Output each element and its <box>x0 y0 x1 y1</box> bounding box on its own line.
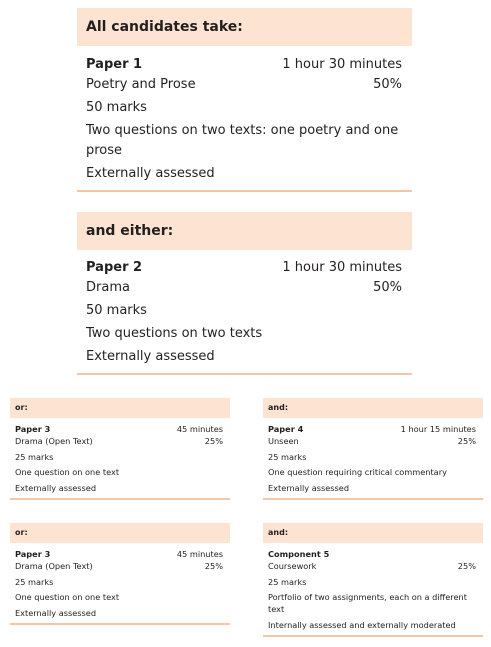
paper-assessment: Externally assessed <box>268 482 350 493</box>
paper-duration: 45 minutes <box>176 549 223 559</box>
paper-title: Component 5 <box>268 549 330 559</box>
paper-title: Paper 3 <box>15 549 51 559</box>
paper-marks: 50 marks <box>86 100 147 115</box>
option-paper4 <box>263 398 483 500</box>
option-header: and: <box>263 398 483 418</box>
paper-title: Paper 2 <box>86 260 143 275</box>
section-header: All candidates take: <box>77 8 412 46</box>
paper-assessment: Externally assessed <box>86 349 215 364</box>
paper-marks: 25 marks <box>268 451 307 462</box>
paper-duration: 1 hour 30 minutes <box>282 57 402 72</box>
option-header: or: <box>10 523 230 543</box>
option-paper3-a <box>10 398 230 500</box>
option-details <box>263 543 483 637</box>
paper-title: Paper 4 <box>268 424 304 434</box>
paper1-details <box>77 46 412 192</box>
paper-assessment: Externally assessed <box>86 166 215 181</box>
paper-marks: 25 marks <box>15 451 54 462</box>
paper-weight: 25% <box>457 561 476 571</box>
option-header: or: <box>10 398 230 418</box>
paper-weight: 25% <box>457 436 476 446</box>
paper-title: Paper 1 <box>86 57 143 72</box>
paper-subtitle: Unseen <box>268 436 299 446</box>
option-paper3-b <box>10 523 230 625</box>
paper-weight: 50% <box>373 77 402 92</box>
paper-description: One question on one text <box>15 467 120 477</box>
paper-marks: 25 marks <box>15 576 54 587</box>
paper-subtitle: Poetry and Prose <box>86 77 196 92</box>
paper-marks: 50 marks <box>86 303 147 318</box>
paper-weight: 25% <box>204 436 223 446</box>
paper2-details <box>77 250 412 375</box>
paper1-block <box>77 8 412 192</box>
paper-description: Two questions on two texts: one poetry and one prose <box>86 123 399 158</box>
paper2-block <box>77 212 412 375</box>
option-details <box>263 418 483 500</box>
paper-weight: 50% <box>373 280 402 295</box>
paper-subtitle: Drama <box>86 280 130 295</box>
paper-description: One question on one text <box>15 592 120 602</box>
option-details <box>10 418 230 500</box>
paper-description: One question requiring critical commentary <box>268 467 447 477</box>
paper-assessment: Externally assessed <box>15 482 97 493</box>
option-component5 <box>263 523 483 637</box>
paper-weight: 25% <box>204 561 223 571</box>
paper-subtitle: Drama (Open Text) <box>15 561 93 571</box>
paper-description: Two questions on two texts <box>86 326 263 341</box>
paper-duration: 45 minutes <box>176 424 223 434</box>
option-details <box>10 543 230 625</box>
option-header: and: <box>263 523 483 543</box>
section-header: and either: <box>77 212 412 250</box>
paper-description: Portfolio of two assignments, each on a different text <box>268 592 467 614</box>
paper-duration: 1 hour 15 minutes <box>400 424 476 434</box>
paper-subtitle: Drama (Open Text) <box>15 436 93 446</box>
paper-title: Paper 3 <box>15 424 51 434</box>
paper-assessment: Externally assessed <box>15 607 97 618</box>
paper-subtitle: Coursework <box>268 561 317 571</box>
paper-marks: 25 marks <box>268 576 307 587</box>
paper-duration: 1 hour 30 minutes <box>282 260 402 275</box>
paper-assessment: Internally assessed and externally moderated <box>268 619 456 630</box>
